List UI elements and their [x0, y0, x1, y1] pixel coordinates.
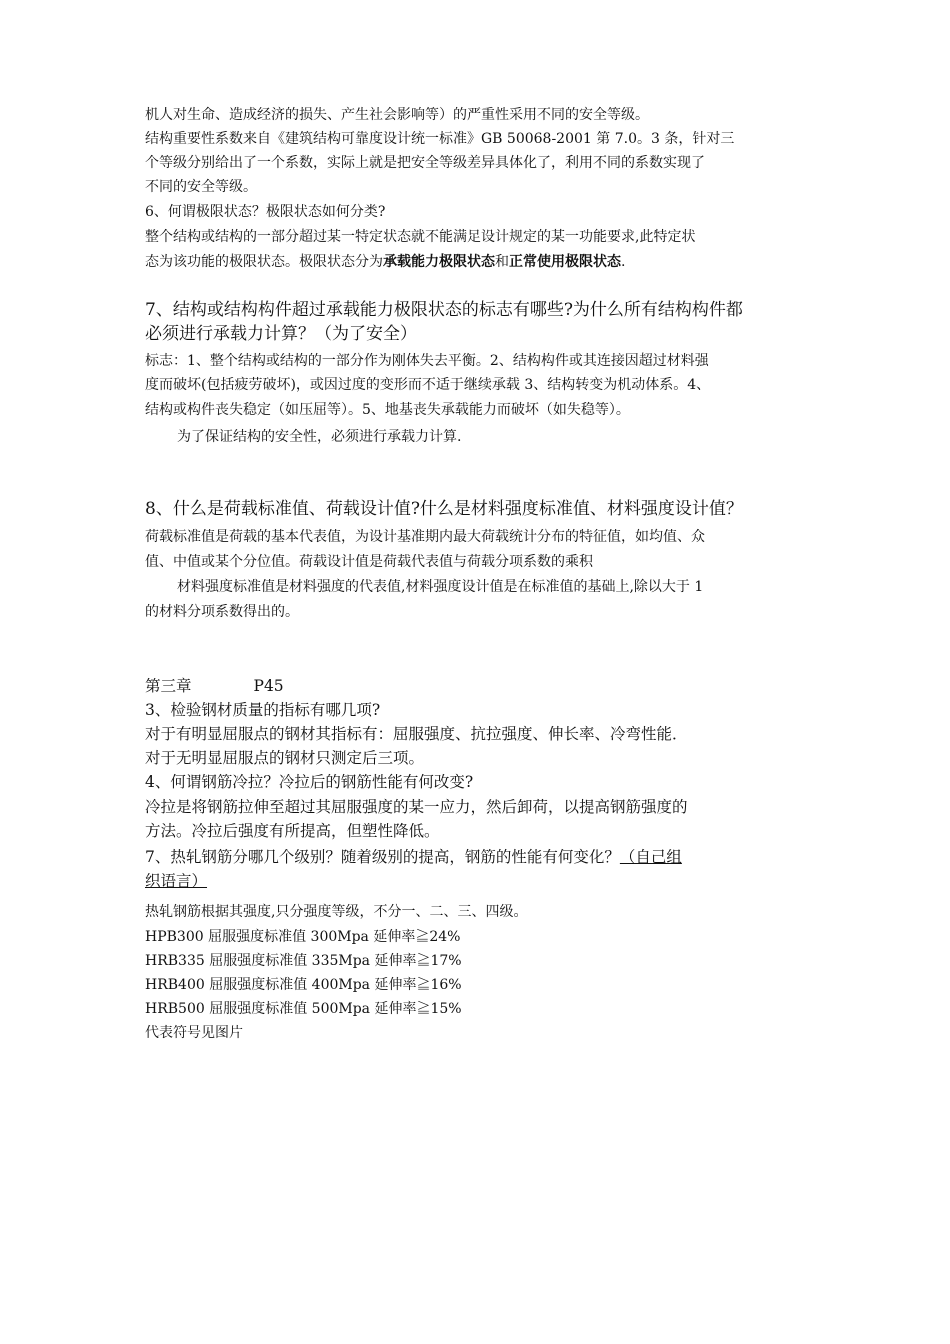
question-6-title: 6、何谓极限状态？极限状态如何分类?: [145, 204, 386, 220]
paragraph-line: 的材料分项系数得出的。: [145, 604, 299, 620]
question-4-title: 4、何谓钢筋冷拉？冷拉后的钢筋性能有何改变?: [145, 773, 474, 791]
chapter-label: 第三章: [145, 677, 192, 695]
paragraph-line: 荷载标准值是荷载的基本代表值，为设计基准期内最大荷载统计分布的特征值，如均值、众: [145, 529, 705, 545]
text-span: .: [621, 254, 626, 270]
text-span: 和: [495, 254, 509, 270]
chapter-heading: [145, 674, 810, 698]
paragraph-line: 结构重要性系数来自《建筑结构可靠度设计统一标准》GB 50068-2001 第 7.0。3 条，针对三: [145, 131, 735, 147]
underlined-note: 织语言）: [145, 872, 208, 890]
question-7-title: 7、结构或结构构件超过承载能力极限状态的标志有哪些?为什么所有结构构件都: [145, 300, 743, 320]
underlined-note: （自己组: [619, 848, 682, 866]
paragraph-line: 度而破坏(包括疲劳破坏)，或因过度的变形而不适于继续承载 3、结构转变为机动体系。4、: [145, 377, 711, 393]
paragraph-line: 热轧钢筋根据其强度,只分强度等级，不分一、二、三、四级。: [145, 904, 528, 920]
question-7-heating-title: [145, 845, 810, 869]
question-7-heating-title: [145, 869, 810, 893]
paragraph-line: 不同的安全等级。: [145, 179, 257, 195]
bold-term: 正常使用极限状态: [509, 254, 621, 270]
note-line: 代表符号见图片: [145, 1025, 243, 1041]
bold-term: 承载能力极限状态: [383, 254, 495, 270]
paragraph-line: 标志：1、整个结构或结构的一部分作为刚体失去平衡。2、结构构件或其连接因超过材料强: [145, 353, 709, 369]
grade-line: HRB500 屈服强度标准值 500Mpa 延伸率≧15%: [145, 1001, 462, 1017]
paragraph-line: 方法。冷拉后强度有所提高，但塑性降低。: [145, 822, 440, 840]
question-7-title: 必须进行承载力计算？（为了安全）: [145, 324, 417, 344]
text-span: 7、热轧钢筋分哪几个级别？随着级别的提高，钢筋的性能有何变化？: [145, 848, 620, 866]
paragraph-line: 对于无明显屈服点的钢材只测定后三项。: [145, 749, 425, 767]
question-8-title: 8、什么是荷载标准值、荷载设计值?什么是材料强度标准值、材料强度设计值？: [145, 499, 743, 519]
paragraph-line: 材料强度标准值是材料强度的代表值,材料强度设计值是在标准值的基础上,除以大于 1: [177, 579, 704, 595]
paragraph-line: 对于有明显屈服点的钢材其指标有：屈服强度、抗拉强度、伸长率、冷弯性能．: [145, 725, 688, 743]
paragraph-line: 个等级分别给出了一个系数，实际上就是把安全等级差异具体化了，利用不同的系数实现了: [145, 155, 705, 171]
paragraph-line: 为了保证结构的安全性，必须进行承载力计算.: [177, 429, 462, 445]
paragraph-line: 整个结构或结构的一部分超过某一特定状态就不能满足设计规定的某一功能要求,此特定状: [145, 229, 696, 245]
grade-line: HRB400 屈服强度标准值 400Mpa 延伸率≧16%: [145, 977, 462, 993]
grade-line: HRB335 屈服强度标准值 335Mpa 延伸率≧17%: [145, 953, 462, 969]
page-ref: P45: [253, 677, 284, 695]
paragraph-line: 冷拉是将钢筋拉伸至超过其屈服强度的某一应力，然后卸荷，以提高钢筋强度的: [145, 798, 688, 816]
paragraph-line: 结构或构件丧失稳定（如压屈等）。5、地基丧失承载能力而破坏（如失稳等）。: [145, 402, 630, 418]
paragraph-line: 机人对生命、造成经济的损失、产生社会影响等）的严重性采用不同的安全等级。: [145, 107, 649, 123]
text-span: 态为该功能的极限状态。极限状态分为: [145, 254, 383, 270]
grade-line: HPB300 屈服强度标准值 300Mpa 延伸率≧24%: [145, 929, 461, 945]
paragraph-line: 值、中值或某个分位值。荷载设计值是荷载代表值与荷载分项系数的乘积: [145, 554, 593, 570]
paragraph-line: [145, 250, 810, 274]
question-3-title: 3、检验钢材质量的指标有哪几项?: [145, 701, 381, 719]
